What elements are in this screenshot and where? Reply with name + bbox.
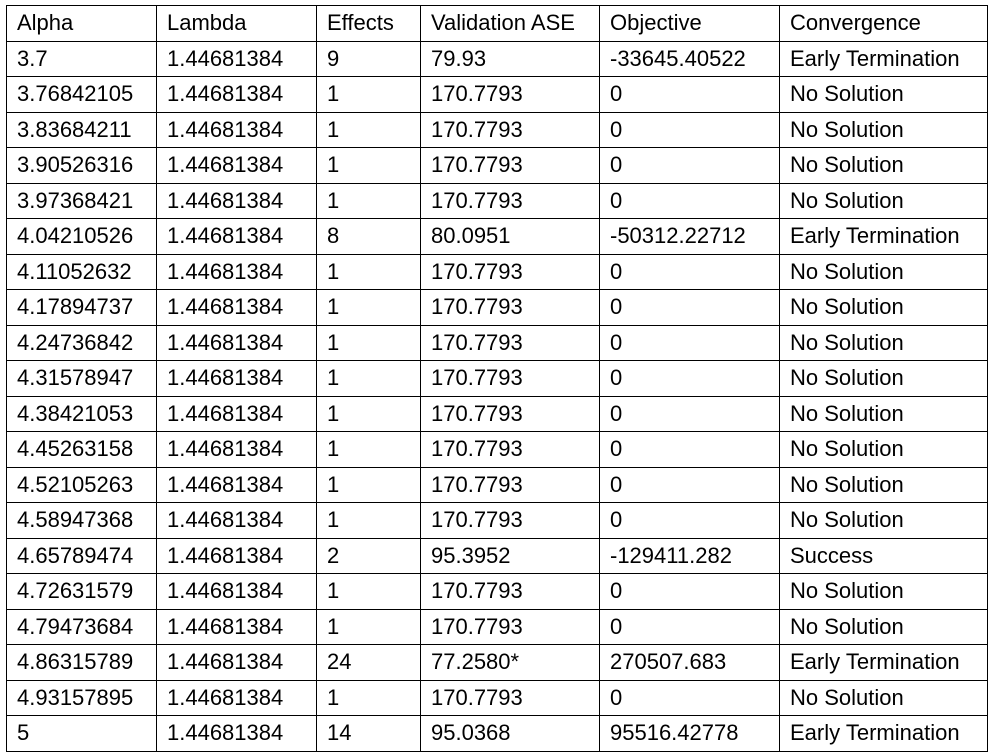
cell-validation-ase: 79.93: [421, 41, 600, 77]
table-row: [7, 183, 988, 219]
cell-effects: 1: [317, 325, 421, 361]
cell-objective: 0: [600, 574, 780, 610]
header-effects: Effects: [317, 6, 421, 42]
cell-objective: 0: [600, 432, 780, 468]
cell-convergence: No Solution: [780, 77, 988, 113]
cell-effects: 1: [317, 77, 421, 113]
cell-alpha: 4.65789474: [7, 538, 157, 574]
cell-objective: 0: [600, 503, 780, 539]
cell-validation-ase: 170.7793: [421, 609, 600, 645]
cell-lambda: 1.44681384: [157, 538, 317, 574]
cell-effects: 24: [317, 645, 421, 681]
cell-convergence: No Solution: [780, 467, 988, 503]
cell-validation-ase: 170.7793: [421, 361, 600, 397]
table-row: [7, 77, 988, 113]
cell-convergence: No Solution: [780, 183, 988, 219]
table-row: [7, 716, 988, 752]
table-row: [7, 41, 988, 77]
cell-convergence: No Solution: [780, 361, 988, 397]
cell-convergence: No Solution: [780, 503, 988, 539]
cell-validation-ase: 170.7793: [421, 112, 600, 148]
cell-objective: 270507.683: [600, 645, 780, 681]
cell-effects: 9: [317, 41, 421, 77]
cell-lambda: 1.44681384: [157, 290, 317, 326]
cell-alpha: 4.58947368: [7, 503, 157, 539]
cell-effects: 1: [317, 112, 421, 148]
cell-convergence: Success: [780, 538, 988, 574]
cell-effects: 1: [317, 503, 421, 539]
cell-validation-ase: 95.3952: [421, 538, 600, 574]
cell-effects: 1: [317, 183, 421, 219]
results-table: [6, 5, 988, 752]
cell-lambda: 1.44681384: [157, 361, 317, 397]
cell-validation-ase: 77.2580*: [421, 645, 600, 681]
cell-alpha: 4.72631579: [7, 574, 157, 610]
cell-alpha: 5: [7, 716, 157, 752]
cell-alpha: 4.11052632: [7, 254, 157, 290]
table-row: [7, 361, 988, 397]
cell-lambda: 1.44681384: [157, 716, 317, 752]
cell-effects: 1: [317, 361, 421, 397]
cell-convergence: No Solution: [780, 574, 988, 610]
cell-objective: -50312.22712: [600, 219, 780, 255]
cell-lambda: 1.44681384: [157, 183, 317, 219]
cell-lambda: 1.44681384: [157, 396, 317, 432]
table-row: [7, 254, 988, 290]
header-lambda: Lambda: [157, 6, 317, 42]
cell-lambda: 1.44681384: [157, 325, 317, 361]
cell-validation-ase: 95.0368: [421, 716, 600, 752]
table-row: [7, 680, 988, 716]
cell-lambda: 1.44681384: [157, 680, 317, 716]
table-row: [7, 219, 988, 255]
cell-effects: 2: [317, 538, 421, 574]
cell-validation-ase: 170.7793: [421, 254, 600, 290]
cell-effects: 8: [317, 219, 421, 255]
cell-validation-ase: 170.7793: [421, 432, 600, 468]
cell-objective: 0: [600, 77, 780, 113]
cell-convergence: No Solution: [780, 112, 988, 148]
table-body: [7, 41, 988, 751]
table-row: [7, 148, 988, 184]
cell-alpha: 4.31578947: [7, 361, 157, 397]
cell-effects: 1: [317, 609, 421, 645]
cell-lambda: 1.44681384: [157, 148, 317, 184]
cell-alpha: 4.93157895: [7, 680, 157, 716]
cell-convergence: No Solution: [780, 432, 988, 468]
cell-alpha: 4.04210526: [7, 219, 157, 255]
cell-validation-ase: 170.7793: [421, 396, 600, 432]
results-table-container: [6, 5, 987, 752]
cell-alpha: 3.7: [7, 41, 157, 77]
cell-objective: 0: [600, 148, 780, 184]
cell-lambda: 1.44681384: [157, 219, 317, 255]
cell-alpha: 3.76842105: [7, 77, 157, 113]
cell-alpha: 3.97368421: [7, 183, 157, 219]
header-validation-ase: Validation ASE: [421, 6, 600, 42]
cell-validation-ase: 170.7793: [421, 503, 600, 539]
cell-alpha: 4.86315789: [7, 645, 157, 681]
cell-lambda: 1.44681384: [157, 254, 317, 290]
table-row: [7, 325, 988, 361]
cell-convergence: Early Termination: [780, 645, 988, 681]
cell-validation-ase: 170.7793: [421, 183, 600, 219]
cell-objective: 0: [600, 609, 780, 645]
cell-validation-ase: 170.7793: [421, 77, 600, 113]
cell-objective: 0: [600, 680, 780, 716]
cell-validation-ase: 170.7793: [421, 325, 600, 361]
cell-alpha: 4.45263158: [7, 432, 157, 468]
cell-validation-ase: 170.7793: [421, 148, 600, 184]
cell-objective: 0: [600, 361, 780, 397]
cell-objective: 0: [600, 467, 780, 503]
cell-objective: 0: [600, 396, 780, 432]
cell-convergence: No Solution: [780, 325, 988, 361]
header-objective: Objective: [600, 6, 780, 42]
cell-lambda: 1.44681384: [157, 112, 317, 148]
header-convergence: Convergence: [780, 6, 988, 42]
cell-effects: 1: [317, 290, 421, 326]
cell-alpha: 4.17894737: [7, 290, 157, 326]
table-row: [7, 538, 988, 574]
cell-lambda: 1.44681384: [157, 645, 317, 681]
table-row: [7, 467, 988, 503]
cell-convergence: No Solution: [780, 396, 988, 432]
table-row: [7, 290, 988, 326]
cell-objective: 0: [600, 325, 780, 361]
cell-convergence: Early Termination: [780, 219, 988, 255]
cell-lambda: 1.44681384: [157, 432, 317, 468]
cell-alpha: 3.83684211: [7, 112, 157, 148]
table-row: [7, 609, 988, 645]
cell-effects: 1: [317, 148, 421, 184]
table-row: [7, 645, 988, 681]
cell-effects: 1: [317, 432, 421, 468]
cell-lambda: 1.44681384: [157, 503, 317, 539]
cell-lambda: 1.44681384: [157, 467, 317, 503]
cell-objective: 0: [600, 254, 780, 290]
table-row: [7, 432, 988, 468]
cell-alpha: 4.52105263: [7, 467, 157, 503]
cell-objective: 0: [600, 112, 780, 148]
table-row: [7, 112, 988, 148]
table-header-row: [7, 6, 988, 42]
table-row: [7, 503, 988, 539]
cell-validation-ase: 170.7793: [421, 290, 600, 326]
cell-validation-ase: 170.7793: [421, 467, 600, 503]
cell-objective: -33645.40522: [600, 41, 780, 77]
cell-convergence: No Solution: [780, 148, 988, 184]
cell-effects: 1: [317, 396, 421, 432]
cell-effects: 1: [317, 574, 421, 610]
cell-objective: -129411.282: [600, 538, 780, 574]
cell-convergence: Early Termination: [780, 716, 988, 752]
cell-alpha: 3.90526316: [7, 148, 157, 184]
cell-objective: 95516.42778: [600, 716, 780, 752]
cell-convergence: No Solution: [780, 254, 988, 290]
table-row: [7, 574, 988, 610]
cell-convergence: Early Termination: [780, 41, 988, 77]
cell-effects: 1: [317, 467, 421, 503]
cell-convergence: No Solution: [780, 680, 988, 716]
cell-lambda: 1.44681384: [157, 609, 317, 645]
cell-objective: 0: [600, 183, 780, 219]
cell-validation-ase: 80.0951: [421, 219, 600, 255]
cell-effects: 1: [317, 254, 421, 290]
cell-lambda: 1.44681384: [157, 77, 317, 113]
cell-convergence: No Solution: [780, 290, 988, 326]
cell-objective: 0: [600, 290, 780, 326]
cell-alpha: 4.24736842: [7, 325, 157, 361]
cell-validation-ase: 170.7793: [421, 680, 600, 716]
cell-lambda: 1.44681384: [157, 41, 317, 77]
cell-validation-ase: 170.7793: [421, 574, 600, 610]
header-alpha: Alpha: [7, 6, 157, 42]
cell-effects: 1: [317, 680, 421, 716]
cell-effects: 14: [317, 716, 421, 752]
cell-alpha: 4.38421053: [7, 396, 157, 432]
table-row: [7, 396, 988, 432]
cell-lambda: 1.44681384: [157, 574, 317, 610]
cell-alpha: 4.79473684: [7, 609, 157, 645]
cell-convergence: No Solution: [780, 609, 988, 645]
